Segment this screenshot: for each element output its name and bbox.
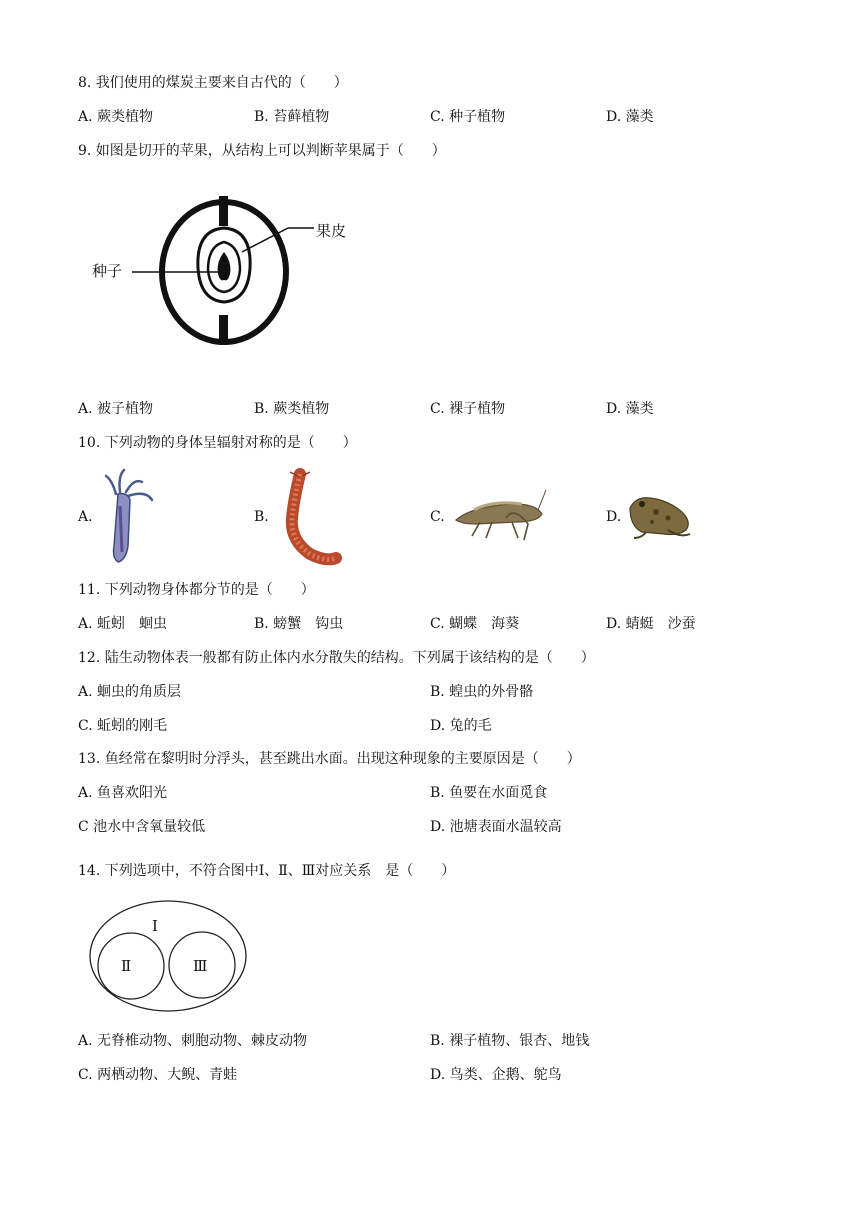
question-12-option-c: C. 蚯蚓的刚毛 (78, 718, 168, 734)
apple-peel-label: 果皮 (316, 222, 347, 240)
diagram-label-i: Ⅰ (152, 917, 158, 935)
question-10-option-d: D. (606, 509, 622, 525)
question-10-option-c: C. (430, 509, 445, 525)
question-10-option-a: A. (78, 509, 93, 525)
question-14-stem: 14. 下列选项中，不符合图中Ⅰ、Ⅱ、Ⅲ对应关系 是（ ） (78, 863, 456, 879)
question-11-stem: 11. 下列动物身体都分节的是（ ） (78, 582, 315, 598)
question-11-option-a: A. 蚯蚓 蛔虫 (78, 616, 168, 632)
question-12-option-d: D. 兔的毛 (430, 718, 492, 734)
frog-image (624, 490, 696, 540)
question-14-option-b: B. 裸子植物、银杏、地钱 (430, 1033, 590, 1049)
question-12-option-b: B. 蝗虫的外骨骼 (430, 684, 534, 700)
diagram-label-ii: Ⅱ (121, 957, 132, 975)
question-9-option-d: D. 藻类 (606, 401, 654, 417)
question-11-option-c: C. 蝴蝶 海葵 (430, 616, 520, 632)
question-8-stem: 8. 我们使用的煤炭主要来自古代的（ ） (78, 75, 348, 91)
grasshopper-image (452, 488, 550, 546)
diagram-label-iii: Ⅲ (193, 957, 208, 975)
question-8-option-c: C. 种子植物 (430, 109, 506, 125)
question-9-option-a: A. 被子植物 (78, 401, 154, 417)
question-11-option-b: B. 螃蟹 钩虫 (254, 616, 344, 632)
question-13-option-c: C 池水中含氧量较低 (78, 819, 206, 835)
question-12-stem: 12. 陆生动物体表一般都有防止体内水分散失的结构。下列属于该结构的是（ ） (78, 650, 595, 666)
set-relationship-diagram (88, 898, 250, 1014)
question-10-option-b: B. (254, 509, 269, 525)
question-9-option-b: B. 蕨类植物 (254, 401, 330, 417)
question-9-stem: 9. 如图是切开的苹果，从结构上可以判断苹果属于（ ） (78, 143, 446, 159)
question-9-option-c: C. 裸子植物 (430, 401, 506, 417)
question-13-stem: 13. 鱼经常在黎明时分浮头，甚至跳出水面。出现这种现象的主要原因是（ ） (78, 751, 581, 767)
apple-seed-label: 种子 (92, 262, 123, 280)
question-14-option-d: D. 鸟类、企鹅、鸵鸟 (430, 1067, 562, 1083)
question-8-option-b: B. 苔藓植物 (254, 109, 330, 125)
question-11-option-d: D. 蜻蜓 沙蚕 (606, 616, 696, 632)
question-10-stem: 10. 下列动物的身体呈辐射对称的是（ ） (78, 435, 357, 451)
question-13-option-a: A. 鱼喜欢阳光 (78, 785, 168, 801)
question-8-option-d: D. 藻类 (606, 109, 654, 125)
question-12-option-a: A. 蛔虫的角质层 (78, 684, 182, 700)
apple-cross-section-figure (86, 190, 366, 360)
question-14-option-a: A. 无脊椎动物、刺胞动物、棘皮动物 (78, 1033, 308, 1049)
question-13-option-d: D. 池塘表面水温较高 (430, 819, 562, 835)
hydra-image (98, 466, 160, 568)
sandworm-image (270, 468, 342, 566)
question-13-option-b: B. 鱼要在水面觅食 (430, 785, 548, 801)
question-14-option-c: C. 两栖动物、大鲵、青蛙 (78, 1067, 238, 1083)
question-8-option-a: A. 蕨类植物 (78, 109, 154, 125)
